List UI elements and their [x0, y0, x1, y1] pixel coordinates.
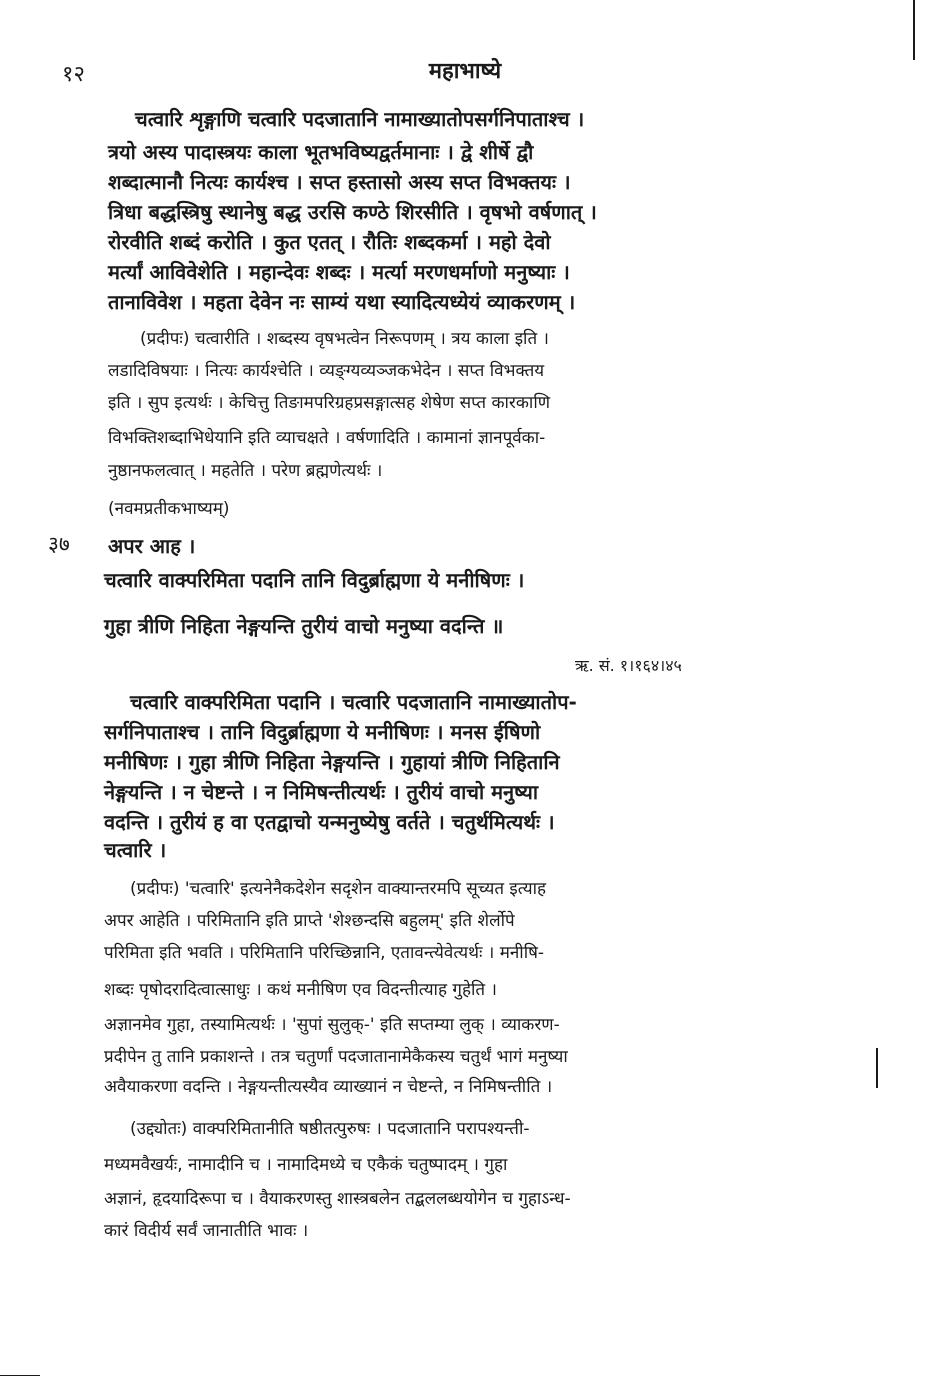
text-line: अज्ञानं, हृदयादिरूपा च । वैयाकरणस्तु शास्त्रबलेन तद्बललब्धयोगेन च गुहाऽन्ध- — [104, 1189, 571, 1209]
text-line: अपर आहेति । परिमितानि इति प्राप्ते 'शेश्छन्दसि बहुलम्' इति शेर्लोपे — [104, 911, 515, 931]
text-line: शब्दात्मानौ नित्यः कार्यश्च । सप्त हस्तासो अस्य सप्त विभक्तयः । — [108, 170, 571, 194]
text-line: रोरवीति शब्दं करोति । कुत एतत् । रौतिः शब्दकर्मा । महो देवो — [108, 230, 551, 254]
text-line: मर्त्यां आविवेशेति । महान्देवः शब्दः । मर्त्या मरणधर्माणो मनुष्याः । — [108, 260, 570, 284]
section-intro: अपर आह । — [108, 534, 196, 558]
text-line: चत्वारि । — [104, 838, 167, 862]
text-line: विभक्तिशब्दाभिधेयानि इति व्याचक्षते । वर्षणादिति । कामानां ज्ञानपूर्वका- — [108, 428, 546, 448]
text-line: प्रदीपेन तु तानि प्रकाशन्ते । तत्र चतुर्णां पदजातानामेकैकस्य चतुर्थं भागं मनुष्या — [104, 1047, 568, 1067]
text-line: कारं विदीर्य सर्वं जानातीति भावः । — [104, 1221, 309, 1241]
page-number: १२ — [62, 62, 85, 87]
section-heading: (नवमप्रतीकभाष्यम्) — [108, 499, 230, 519]
text-line: त्रिधा बद्धस्त्रिषु स्थानेषु बद्ध उरसि कण्ठे शिरसीति । वृषभो वर्षणात् । — [108, 200, 597, 224]
text-line: (प्रदीपः) 'चत्वारि' इत्यनेनैकदेशेन सदृशेन वाक्यान्तरमपि सूच्यत इत्याह — [130, 879, 546, 899]
text-line: अवैयाकरणा वदन्ति । नेङ्गयन्तीत्यस्यैव व्याख्यानं न चेष्टन्ते, न निमिषन्तीति । — [104, 1077, 553, 1097]
scan-edge-mark — [876, 1048, 878, 1088]
text-line: शब्दः पृषोदरादित्वात्साधुः । कथं मनीषिण एव विदन्तीत्याह गुहेति । — [104, 980, 497, 1000]
text-line: (प्रदीपः) चत्वारीति । शब्दस्य वृषभत्वेन निरूपणम् । त्रय काला इति । — [140, 329, 550, 349]
text-line: त्रयो अस्य पादास्त्रयः काला भूतभविष्यद्वर्तमानाः । द्वे शीर्षे द्वौ — [108, 140, 534, 164]
text-line: नुष्ठानफलत्वात् । महतेति । परेण ब्रह्मणेत्यर्थः । — [108, 461, 383, 481]
text-line: सर्गनिपाताश्च । तानि विदुर्ब्राह्मणा ये मनीषिणः । मनस ईषिणो — [104, 720, 541, 744]
text-line: चत्वारि वाक्परिमिता पदानि । चत्वारि पदजातानि नामाख्यातोप- — [130, 690, 577, 714]
text-line: मध्यमवैखर्यः, नामादीनि च । नामादिमध्ये च एकैकं चतुष्पादम् । गुहा — [104, 1155, 508, 1175]
verse-reference: ऋ. सं. १।१६४।४५ — [575, 656, 682, 675]
verse-line-1: चत्वारि वाक्परिमिता पदानि तानि विदुर्ब्राह्मणा ये मनीषिणः । — [104, 568, 525, 592]
text-line: परिमिता इति भवति । परिमितानि परिच्छिन्नानि, एतावन्त्येवेत्यर्थः । मनीषि- — [104, 943, 545, 963]
text-line: मनीषिणः । गुहा त्रीणि निहिता नेङ्गयन्ति । गुहायां त्रीणि निहितानि — [104, 750, 560, 774]
running-title: महाभाष्ये — [428, 59, 502, 84]
section-number: ३७ — [48, 532, 70, 556]
text-line: (उद्द्योतः) वाक्परिमितानीति षष्ठीतत्पुरुषः । पदजातानि परापश्यन्ती- — [130, 1119, 530, 1139]
text-line: तानाविवेश । महता देवेन नः साम्यं यथा स्यादित्यध्येयं व्याकरणम् । — [108, 290, 576, 314]
text-line: वदन्ति । तुरीयं ह वा एतद्वाचो यन्मनुष्येषु वर्तते । चतुर्थमित्यर्थः । — [104, 810, 555, 834]
verse-line-2: गुहा त्रीणि निहिता नेङ्गयन्ति तुरीयं वाचो मनुष्या वदन्ति ॥ — [104, 614, 504, 638]
scan-edge-mark — [913, 0, 915, 60]
text-line: अज्ञानमेव गुहा, तस्यामित्यर्थः । 'सुपां सुलुक्-' इति सप्तम्या लुक् । व्याकरण- — [104, 1015, 560, 1035]
scan-edge-mark — [0, 1375, 40, 1376]
text-line: लडादिविषयाः । नित्यः कार्यश्चेति । व्यङ्ग्यव्यञ्जकभेदेन । सप्त विभक्तय — [108, 361, 545, 381]
text-line: चत्वारि शृङ्गाणि चत्वारि पदजातानि नामाख्यातोपसर्गनिपाताश्च । — [135, 107, 585, 131]
text-line: इति । सुप इत्यर्थः । केचित्तु तिङामपरिग्रहप्रसङ्गात्सह शेषेण सप्त कारकाणि — [108, 393, 551, 413]
text-line: नेङ्गयन्ति । न चेष्टन्ते । न निमिषन्तीत्यर्थः । तुरीयं वाचो मनुष्या — [104, 780, 539, 804]
